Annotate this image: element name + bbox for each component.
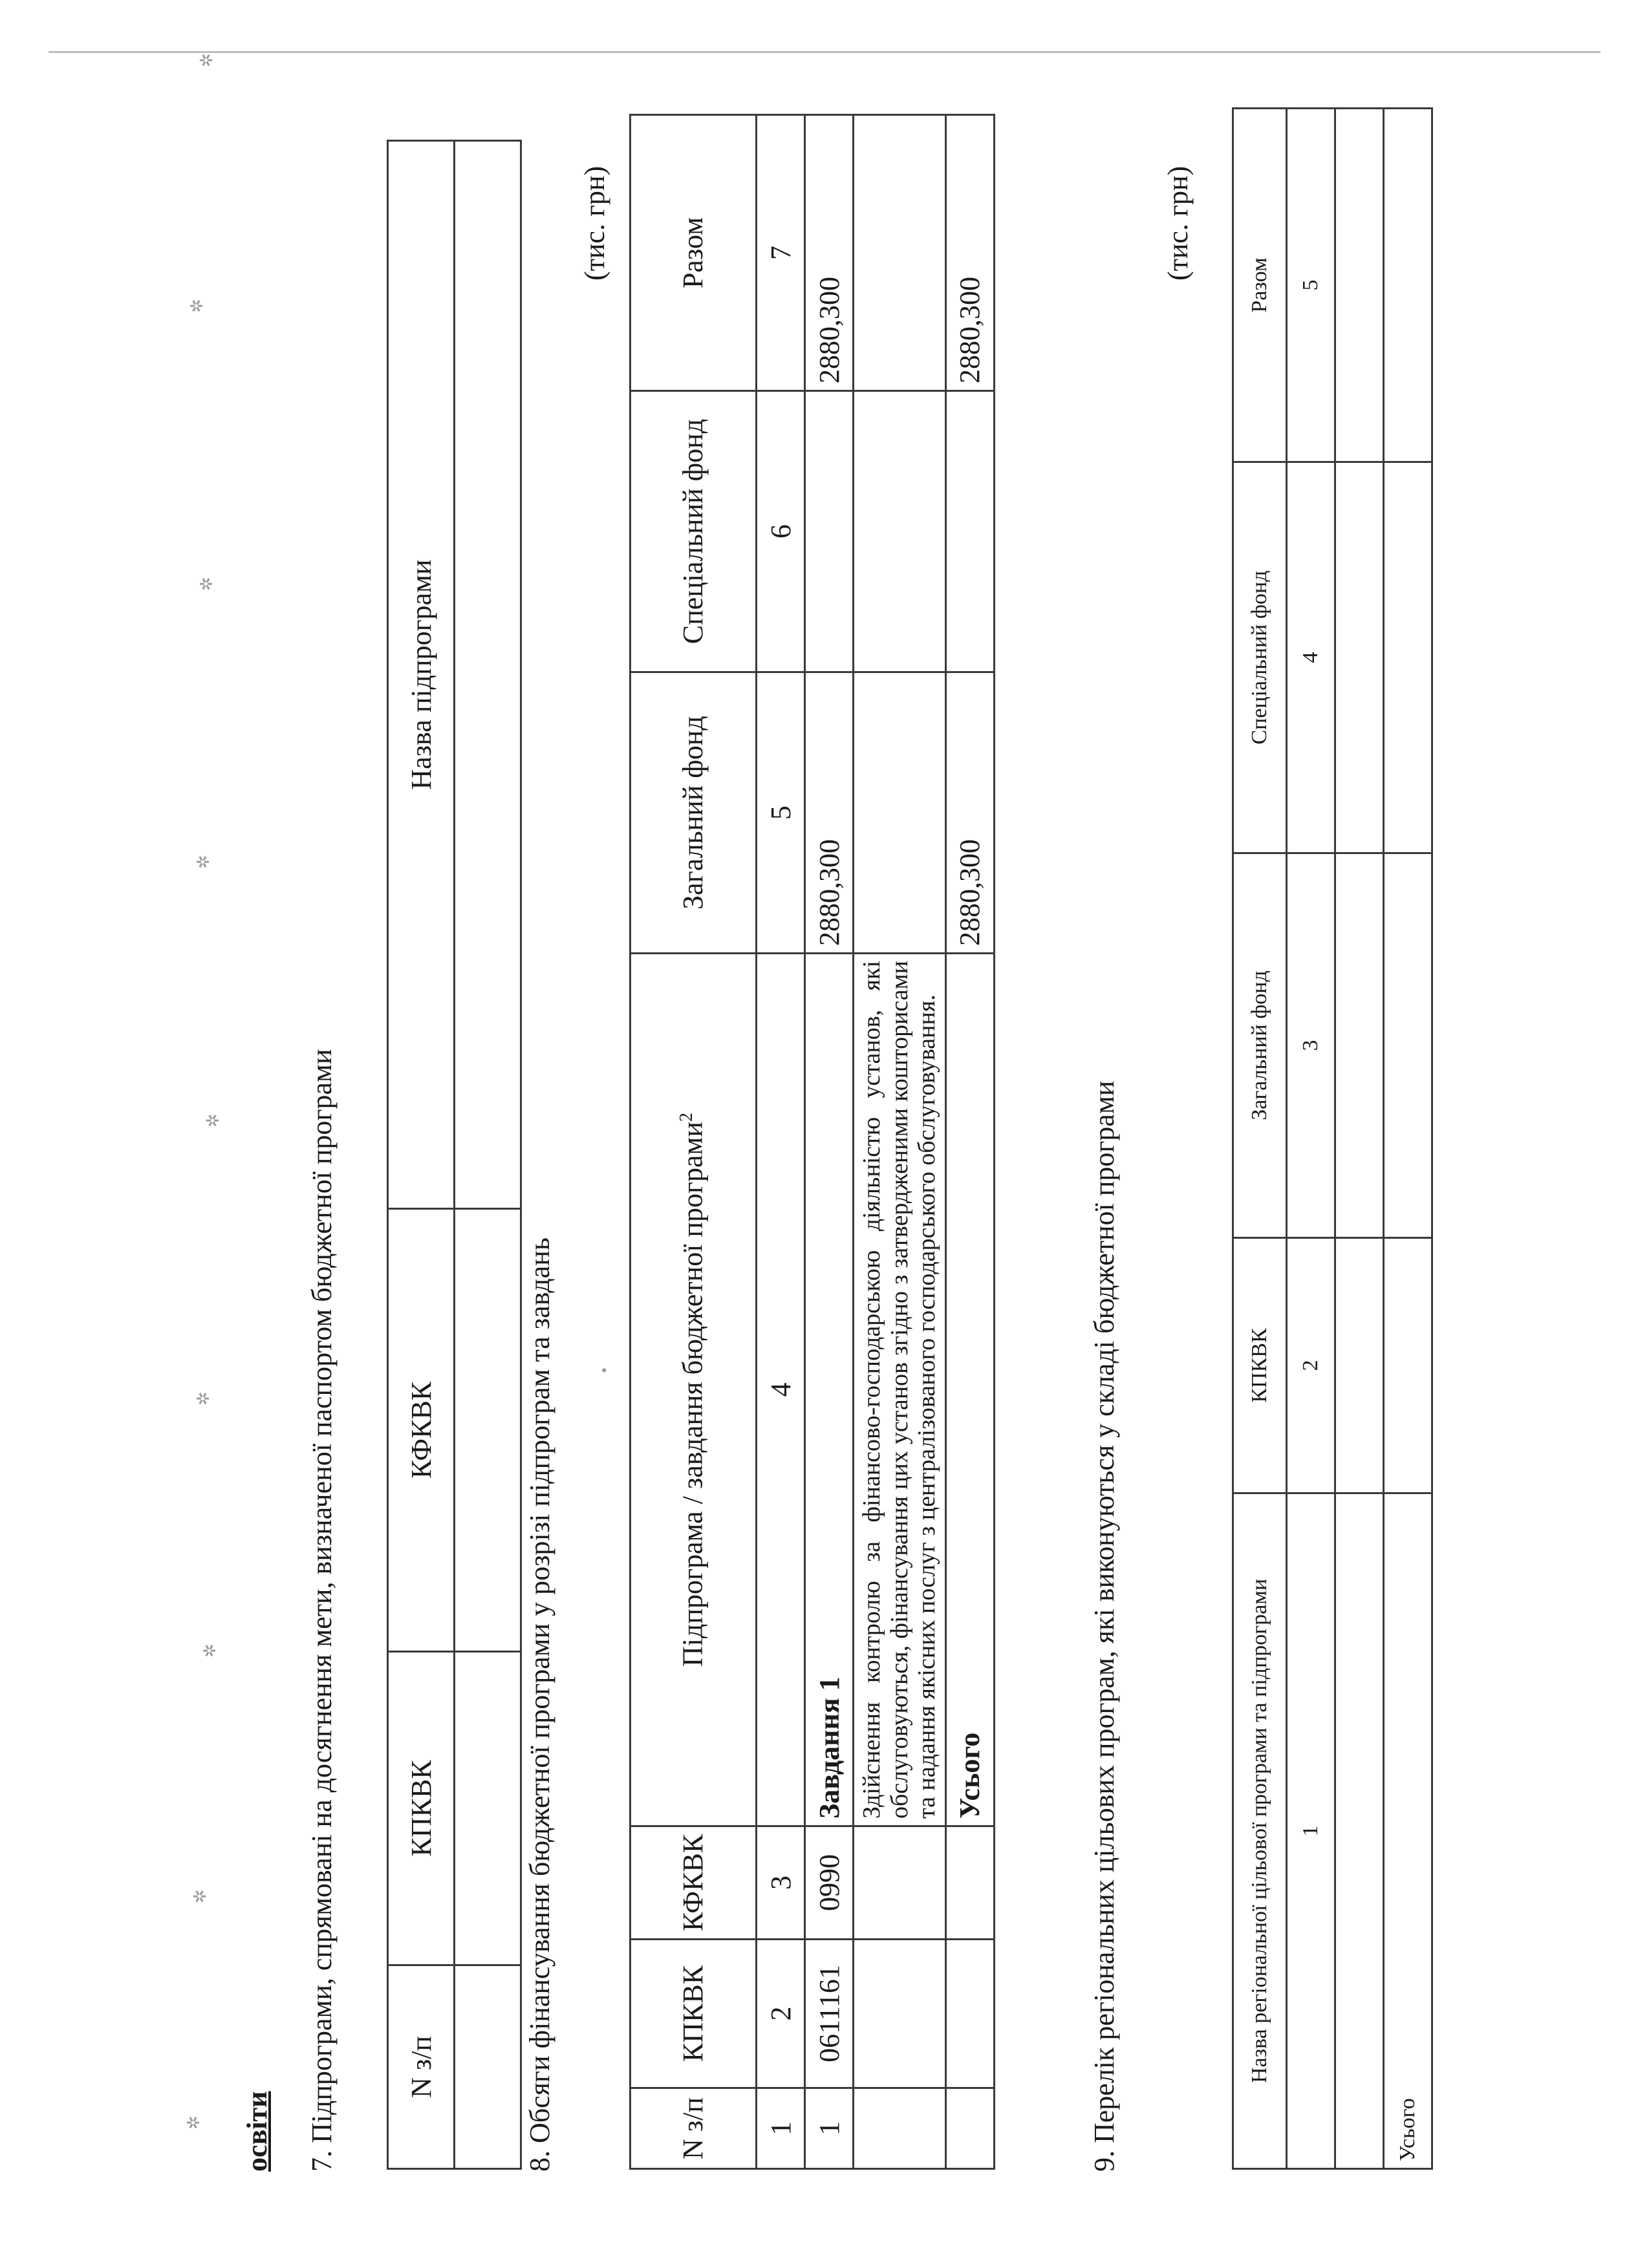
table-header-row [1233,109,1287,2169]
col-kpkvk: КПКВК [388,1652,455,1965]
col-general-fund: Загальний фонд [630,672,757,954]
col-kpkvk: КПКВК [630,1940,757,2088]
section8-unit: (тис. грн) [579,166,610,281]
scan-speck: ✲ [194,1391,213,1406]
table-header-row [388,141,455,2169]
section7-title: 7. Підпрограми, спрямовані на досягнення мети, визначеної паспортом бюджетної програми [306,1049,338,2172]
col-kfkvk: КФКВК [388,1209,455,1652]
total-row [1384,109,1432,2169]
table-row [1335,109,1384,2169]
financing-table [629,114,995,2170]
section8-title: 8. Обсяги фінансування бюджетної програми у розрізі підпрограм та завдань [524,1237,555,2172]
col-special-fund: Спеціальний фонд [1233,462,1287,853]
col-general-fund: Загальний фонд [1233,853,1287,1238]
scan-speck: • [595,1367,614,1373]
table-row [455,141,521,2169]
total-label: Усього [1384,1493,1432,2169]
table-row: 1 0611161 0990 Завдання 1 2880,300 2880,300 [805,115,854,2169]
table-row [854,115,946,2169]
task-description: Здійснення контролю за фінансово-господарською діяльністю установ, які обслуговуються, фінансування цих установ згідно з затвердженими кошторисами та надання якісних послуг з централізованого господарського обслуговування. [854,954,946,1826]
scan-speck: ✲ [188,299,206,313]
col-total: Разом [1233,109,1287,462]
scan-speck: ✲ [197,577,216,591]
col-subprogram-name: Назва підпрограми [388,141,455,1209]
section9-unit: (тис. грн) [1162,166,1194,281]
scan-edge-line [48,51,1600,53]
document-page [48,41,1600,2227]
scan-speck: ✲ [194,855,213,869]
col-special-fund: Спеціальний фонд [630,391,757,672]
task-title: Завдання 1 [805,954,854,1826]
total-row: Усього 2880,300 2880,300 [945,115,994,2169]
col-program-name: Назва регіональної цільової програми та підпрограми [1233,1493,1287,2169]
header-word: освіти [241,2091,273,2172]
scan-speck: ✲ [184,2115,203,2130]
col-number: N з/п [630,2088,757,2169]
scan-speck: ✲ [197,53,216,67]
col-kfkvk: КФКВК [630,1826,757,1940]
col-subprogram-task: Підпрограма / завдання бюджетної програми$^2$ [630,954,757,1826]
scan-speck: ✲ [191,1889,210,1903]
table-header-row [630,115,757,2169]
regional-programs-table [1232,107,1433,2170]
scan-speck: ✲ [200,1643,219,1658]
column-number-row: 1 2 3 4 5 6 7 [757,115,805,2169]
subprograms-table [387,140,522,2170]
col-number: N з/п [388,1965,455,2169]
column-number-row: 1 2 3 4 5 [1287,109,1335,2169]
section9-title: 9. Перелік регіональних цільових програм, які виконуються у складі бюджетної програми [1088,1080,1120,2172]
scan-speck: ✲ [204,1113,222,1128]
col-kpkvk: КПКВК [1233,1238,1287,1493]
total-label: Усього [945,954,994,1826]
col-total: Разом [630,115,757,391]
